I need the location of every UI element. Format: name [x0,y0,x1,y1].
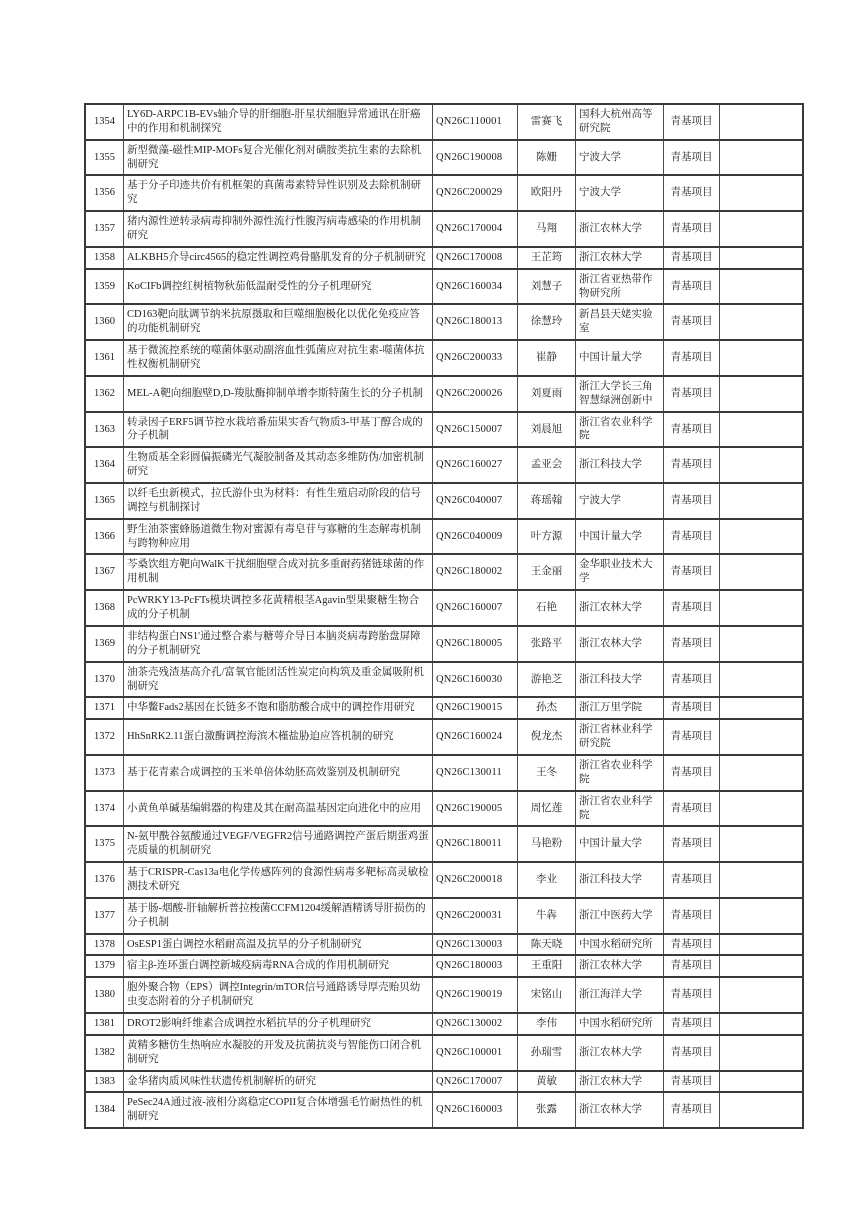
category-cell: 青基项目 [664,697,720,719]
institution-cell: 浙江农林大学 [576,1071,664,1093]
row-number-cell: 1379 [85,955,124,977]
pi-name-cell: 马艳粉 [518,826,576,862]
pi-name-cell: 宋铭山 [518,977,576,1013]
row-number-cell: 1375 [85,826,124,862]
empty-cell [720,554,804,590]
pi-name-cell: 孟亚会 [518,447,576,483]
institution-cell: 中国水稻研究所 [576,1013,664,1035]
category-cell: 青基项目 [664,955,720,977]
projects-table [84,103,804,1129]
empty-cell [720,977,804,1013]
institution-cell: 浙江万里学院 [576,697,664,719]
institution-cell: 浙江农林大学 [576,626,664,662]
category-cell: 青基项目 [664,412,720,448]
empty-cell [720,483,804,519]
category-cell: 青基项目 [664,304,720,340]
institution-cell: 浙江农林大学 [576,1092,664,1128]
pi-name-cell: 张路平 [518,626,576,662]
project-code-cell: QN26C200033 [433,340,518,376]
category-cell: 青基项目 [664,211,720,247]
row-number-cell: 1357 [85,211,124,247]
table-row [85,269,803,305]
institution-cell: 新昌县天姥实验室 [576,304,664,340]
project-code-cell: QN26C130011 [433,755,518,791]
empty-cell [720,519,804,555]
institution-cell: 浙江海洋大学 [576,977,664,1013]
table-row [85,175,803,211]
pi-name-cell: 王重阳 [518,955,576,977]
project-title-cell: 基于CRISPR-Cas13a电化学传感阵列的食源性病毒多靶标高灵敏检测技术研究 [124,862,433,898]
empty-cell [720,1013,804,1035]
table-row [85,626,803,662]
table-row [85,519,803,555]
project-code-cell: QN26C200026 [433,376,518,412]
table-row [85,955,803,977]
institution-cell: 金华职业技术大学 [576,554,664,590]
row-number-cell: 1377 [85,898,124,934]
row-number-cell: 1360 [85,304,124,340]
empty-cell [720,934,804,956]
empty-cell [720,304,804,340]
table-row [85,755,803,791]
project-code-cell: QN26C160007 [433,590,518,626]
category-cell: 青基项目 [664,519,720,555]
empty-cell [720,211,804,247]
empty-cell [720,340,804,376]
empty-cell [720,412,804,448]
table-row [85,1071,803,1093]
project-title-cell: LY6D-ARPC1B-EVs轴介导的肝细胞-肝星状细胞异常通讯在肝癌中的作用和机制探究 [124,104,433,140]
pi-name-cell: 陈姗 [518,140,576,176]
institution-cell: 浙江农林大学 [576,590,664,626]
empty-cell [720,140,804,176]
project-code-cell: QN26C190005 [433,791,518,827]
institution-cell: 中国计量大学 [576,826,664,862]
project-code-cell: QN26C130003 [433,934,518,956]
table-row [85,483,803,519]
pi-name-cell: 李伟 [518,1013,576,1035]
table-row [85,340,803,376]
category-cell: 青基项目 [664,376,720,412]
table-row [85,977,803,1013]
empty-cell [720,826,804,862]
row-number-cell: 1368 [85,590,124,626]
empty-cell [720,898,804,934]
category-cell: 青基项目 [664,1071,720,1093]
project-code-cell: QN26C200031 [433,898,518,934]
project-title-cell: KoCIFb调控红树植物秋茄低温耐受性的分子机理研究 [124,269,433,305]
category-cell: 青基项目 [664,554,720,590]
empty-cell [720,626,804,662]
row-number-cell: 1382 [85,1035,124,1071]
project-title-cell: 宿主β-连环蛋白调控新城疫病毒RNA合成的作用机制研究 [124,955,433,977]
row-number-cell: 1380 [85,977,124,1013]
category-cell: 青基项目 [664,719,720,755]
category-cell: 青基项目 [664,862,720,898]
row-number-cell: 1361 [85,340,124,376]
project-code-cell: QN26C160030 [433,662,518,698]
pi-name-cell: 石艳 [518,590,576,626]
project-code-cell: QN26C150007 [433,412,518,448]
project-code-cell: QN26C180005 [433,626,518,662]
project-code-cell: QN26C190015 [433,697,518,719]
row-number-cell: 1370 [85,662,124,698]
empty-cell [720,447,804,483]
project-code-cell: QN26C190008 [433,140,518,176]
institution-cell: 浙江科技大学 [576,447,664,483]
project-code-cell: QN26C180013 [433,304,518,340]
category-cell: 青基项目 [664,826,720,862]
row-number-cell: 1354 [85,104,124,140]
project-title-cell: 转录因子ERF5调节控水栽培番茄果实香气物质3-甲基丁醇合成的分子机制 [124,412,433,448]
pi-name-cell: 牛犇 [518,898,576,934]
table-row [85,1092,803,1128]
empty-cell [720,862,804,898]
empty-cell [720,175,804,211]
pi-name-cell: 张露 [518,1092,576,1128]
project-title-cell: 金华猪肉质风味性状遗传机制解析的研究 [124,1071,433,1093]
project-title-cell: PeSec24A通过液-液相分离稳定COPII复合体增强毛竹耐热性的机制研究 [124,1092,433,1128]
pi-name-cell: 王冬 [518,755,576,791]
project-title-cell: ALKBH5介导circ4565的稳定性调控鸡骨骼肌发育的分子机制研究 [124,247,433,269]
row-number-cell: 1381 [85,1013,124,1035]
institution-cell: 浙江农林大学 [576,247,664,269]
empty-cell [720,955,804,977]
empty-cell [720,590,804,626]
project-code-cell: QN26C170007 [433,1071,518,1093]
table-row [85,1013,803,1035]
pi-name-cell: 马翔 [518,211,576,247]
project-title-cell: 野生油茶蜜蜂肠道微生物对蜜源有毒皂苷与寡糖的生态解毒机制与跨物种应用 [124,519,433,555]
empty-cell [720,755,804,791]
empty-cell [720,697,804,719]
category-cell: 青基项目 [664,340,720,376]
pi-name-cell: 刘慧子 [518,269,576,305]
empty-cell [720,1071,804,1093]
empty-cell [720,1035,804,1071]
project-code-cell: QN26C170008 [433,247,518,269]
institution-cell: 浙江省农业科学院 [576,791,664,827]
category-cell: 青基项目 [664,791,720,827]
pi-name-cell: 倪龙杰 [518,719,576,755]
category-cell: 青基项目 [664,1013,720,1035]
empty-cell [720,1092,804,1128]
empty-cell [720,104,804,140]
project-title-cell: MEL-A靶向细胞壁D,D-羧肽酶抑制单增李斯特菌生长的分子机制 [124,376,433,412]
project-title-cell: 生物质基全彩圆偏振磷光气凝胶制备及其动态多维防伪/加密机制研究 [124,447,433,483]
table-row [85,1035,803,1071]
pi-name-cell: 周忆莲 [518,791,576,827]
row-number-cell: 1358 [85,247,124,269]
projects-table-body [85,104,803,1128]
pi-name-cell: 孙杰 [518,697,576,719]
table-row [85,697,803,719]
table-row [85,719,803,755]
institution-cell: 浙江大学长三角智慧绿洲创新中 [576,376,664,412]
project-title-cell: 油茶壳残渣基高介孔/富氧官能团活性炭定向构筑及重金属吸附机制研究 [124,662,433,698]
table-row [85,934,803,956]
pi-name-cell: 游艳芝 [518,662,576,698]
pi-name-cell: 刘夏雨 [518,376,576,412]
table-row [85,590,803,626]
pi-name-cell: 雷赛飞 [518,104,576,140]
pi-name-cell: 王金丽 [518,554,576,590]
institution-cell: 浙江中医药大学 [576,898,664,934]
category-cell: 青基项目 [664,898,720,934]
empty-cell [720,247,804,269]
institution-cell: 浙江农林大学 [576,955,664,977]
institution-cell: 中国水稻研究所 [576,934,664,956]
project-code-cell: QN26C040007 [433,483,518,519]
pi-name-cell: 王芷筠 [518,247,576,269]
project-title-cell: 芩桑饮组方靶向WalK干扰细胞壁合成对抗多重耐药猪链球菌的作用机制 [124,554,433,590]
institution-cell: 浙江科技大学 [576,862,664,898]
pi-name-cell: 叶方源 [518,519,576,555]
table-row [85,826,803,862]
table-row [85,247,803,269]
institution-cell: 浙江农林大学 [576,211,664,247]
pi-name-cell: 孙瑞雪 [518,1035,576,1071]
pi-name-cell: 欧阳丹 [518,175,576,211]
row-number-cell: 1383 [85,1071,124,1093]
project-title-cell: 非结构蛋白NS1'通过整合素与糖萼介导日本脑炎病毒跨胎盘屏障的分子机制研究 [124,626,433,662]
project-title-cell: N-氨甲酰谷氨酸通过VEGF/VEGFR2信号通路调控产蛋后期蛋鸡蛋壳质量的机制研究 [124,826,433,862]
project-code-cell: QN26C130002 [433,1013,518,1035]
row-number-cell: 1371 [85,697,124,719]
institution-cell: 宁波大学 [576,175,664,211]
category-cell: 青基项目 [664,140,720,176]
table-row [85,211,803,247]
institution-cell: 中国计量大学 [576,340,664,376]
table-row [85,376,803,412]
project-code-cell: QN26C160034 [433,269,518,305]
project-title-cell: DROT2影响纤维素合成调控水稻抗旱的分子机理研究 [124,1013,433,1035]
project-code-cell: QN26C200029 [433,175,518,211]
row-number-cell: 1365 [85,483,124,519]
category-cell: 青基项目 [664,1035,720,1071]
row-number-cell: 1372 [85,719,124,755]
project-code-cell: QN26C160024 [433,719,518,755]
category-cell: 青基项目 [664,269,720,305]
project-title-cell: 猪内源性逆转录病毒抑制外源性流行性腹泻病毒感染的作用机制研究 [124,211,433,247]
project-code-cell: QN26C040009 [433,519,518,555]
category-cell: 青基项目 [664,755,720,791]
category-cell: 青基项目 [664,626,720,662]
row-number-cell: 1378 [85,934,124,956]
pi-name-cell: 徐慧玲 [518,304,576,340]
institution-cell: 中国计量大学 [576,519,664,555]
institution-cell: 国科大杭州高等研究院 [576,104,664,140]
empty-cell [720,376,804,412]
institution-cell: 浙江省农业科学院 [576,755,664,791]
empty-cell [720,662,804,698]
category-cell: 青基项目 [664,483,720,519]
project-code-cell: QN26C180011 [433,826,518,862]
pi-name-cell: 崔静 [518,340,576,376]
project-title-cell: 胞外聚合物（EPS）调控Integrin/mTOR信号通路诱导厚壳贻贝幼虫变态附着的分子机制研究 [124,977,433,1013]
project-code-cell: QN26C190019 [433,977,518,1013]
category-cell: 青基项目 [664,934,720,956]
empty-cell [720,269,804,305]
project-title-cell: CD163靶向肽调节纳米抗原摄取和巨噬细胞极化以优化免疫应答的功能机制研究 [124,304,433,340]
row-number-cell: 1373 [85,755,124,791]
project-title-cell: HhSnRK2.11蛋白激酶调控海滨木槿盐胁迫应答机制的研究 [124,719,433,755]
table-row [85,862,803,898]
category-cell: 青基项目 [664,175,720,211]
row-number-cell: 1376 [85,862,124,898]
row-number-cell: 1359 [85,269,124,305]
institution-cell: 宁波大学 [576,140,664,176]
row-number-cell: 1384 [85,1092,124,1128]
table-row [85,304,803,340]
row-number-cell: 1356 [85,175,124,211]
institution-cell: 浙江科技大学 [576,662,664,698]
table-row [85,140,803,176]
project-title-cell: 黄精多糖仿生热响应水凝胶的开发及抗菌抗炎与智能伤口闭合机制研究 [124,1035,433,1071]
project-title-cell: 基于微流控系统的噬菌体驱动副溶血性弧菌应对抗生素-噬菌体抗性权衡机制研究 [124,340,433,376]
project-title-cell: 以纤毛虫新模式，拉氏游仆虫为材料：有性生殖启动阶段的信号调控与机制探讨 [124,483,433,519]
category-cell: 青基项目 [664,977,720,1013]
project-code-cell: QN26C160003 [433,1092,518,1128]
project-code-cell: QN26C110001 [433,104,518,140]
empty-cell [720,791,804,827]
project-title-cell: 中华鳖Fads2基因在长链多不饱和脂肪酸合成中的调控作用研究 [124,697,433,719]
row-number-cell: 1355 [85,140,124,176]
table-row [85,898,803,934]
category-cell: 青基项目 [664,1092,720,1128]
row-number-cell: 1364 [85,447,124,483]
row-number-cell: 1374 [85,791,124,827]
row-number-cell: 1367 [85,554,124,590]
project-title-cell: 新型微藻-磁性MIP-MOFs复合光催化剂对磺胺类抗生素的去除机制研究 [124,140,433,176]
category-cell: 青基项目 [664,662,720,698]
row-number-cell: 1369 [85,626,124,662]
project-title-cell: 基于肠-烟酸-肝轴解析普拉梭菌CCFM1204缓解酒精诱导肝损伤的分子机制 [124,898,433,934]
pi-name-cell: 陈天晓 [518,934,576,956]
row-number-cell: 1363 [85,412,124,448]
category-cell: 青基项目 [664,590,720,626]
table-row [85,447,803,483]
table-row [85,104,803,140]
empty-cell [720,719,804,755]
row-number-cell: 1366 [85,519,124,555]
category-cell: 青基项目 [664,447,720,483]
table-row [85,791,803,827]
project-code-cell: QN26C200018 [433,862,518,898]
institution-cell: 浙江省亚热带作物研究所 [576,269,664,305]
pi-name-cell: 蒋瑶翰 [518,483,576,519]
category-cell: 青基项目 [664,247,720,269]
category-cell: 青基项目 [664,104,720,140]
institution-cell: 浙江省农业科学院 [576,412,664,448]
pi-name-cell: 刘晨旭 [518,412,576,448]
pi-name-cell: 李业 [518,862,576,898]
table-row [85,554,803,590]
project-code-cell: QN26C100001 [433,1035,518,1071]
pi-name-cell: 黄敏 [518,1071,576,1093]
institution-cell: 宁波大学 [576,483,664,519]
project-title-cell: OsESP1蛋白调控水稻耐高温及抗旱的分子机制研究 [124,934,433,956]
institution-cell: 浙江农林大学 [576,1035,664,1071]
project-title-cell: PcWRKY13-PcFTs模块调控多花黄精根茎Agavin型果聚糖生物合成的分子机制 [124,590,433,626]
project-title-cell: 基于花青素合成调控的玉米单倍体幼胚高效鉴别及机制研究 [124,755,433,791]
institution-cell: 浙江省林业科学研究院 [576,719,664,755]
project-title-cell: 小黄鱼单碱基编辑器的构建及其在耐高温基因定向进化中的应用 [124,791,433,827]
table-row [85,412,803,448]
project-code-cell: QN26C160027 [433,447,518,483]
project-code-cell: QN26C170004 [433,211,518,247]
project-code-cell: QN26C180003 [433,955,518,977]
row-number-cell: 1362 [85,376,124,412]
project-title-cell: 基于分子印迹共价有机框架的真菌毒素特异性识别及去除机制研究 [124,175,433,211]
project-code-cell: QN26C180002 [433,554,518,590]
table-row [85,662,803,698]
